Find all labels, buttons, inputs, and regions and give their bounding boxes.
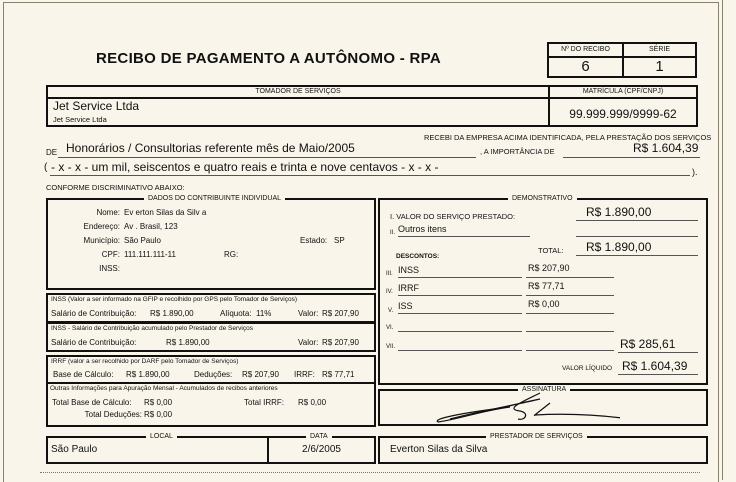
discount-value-irrf: R$ 77,71 [528, 281, 565, 291]
cut-line [40, 472, 700, 473]
assinatura-legend: ASSINATURA [518, 385, 570, 395]
tomador-label: TOMADOR DE SERVIÇOS [255, 88, 341, 95]
total-label: TOTAL: [538, 246, 564, 255]
series-number: 1 [655, 58, 664, 75]
receipt-number-box [547, 42, 697, 78]
inss-acum-heading: INSS - Salário de Contribuição acumulado pelo Prestador de Serviços [51, 325, 253, 332]
nome-value: Ev erton Silas da Silv a [124, 208, 207, 217]
outras-informacoes-section [46, 382, 376, 427]
de-label: DE [46, 148, 58, 157]
receipt-number: 6 [549, 58, 624, 76]
discount-number-iv: IV. [386, 289, 393, 295]
discount-value-inss: R$ 207,90 [528, 263, 570, 273]
total-deducoes-value: R$ 0,00 [144, 410, 173, 419]
received-statement: RECEBI DA EMPRESA ACIMA IDENTIFICADA, PELA PRESTAÇÃO DOS SERVIÇOS [424, 133, 712, 142]
discount-label-inss: INSS [398, 265, 420, 275]
discount-number-v: V. [388, 308, 394, 314]
inss-acumulado-section [46, 322, 376, 352]
contribuinte-legend: DADOS DO CONTRIBUINTE INDIVIDUAL [144, 194, 285, 204]
irrf-value: R$ 77,71 [322, 370, 355, 379]
total-descontos-value: R$ 285,61 [620, 337, 676, 351]
irrf-heading: IRRF (valor a ser recolhido por DARF pelo Tomador de Serviços) [51, 358, 239, 365]
estado-value: SP [334, 236, 345, 245]
endereco-value: Av . Brasil, 123 [124, 222, 178, 231]
discount-number-vi: VI. [386, 325, 394, 331]
local-value: São Paulo [51, 444, 98, 455]
inss-label: INSS: [99, 264, 120, 273]
data-value: 2/6/2005 [302, 444, 341, 455]
matricula-label: MATRÍCULA (CPF/CNPJ) [582, 88, 664, 95]
amount-value: R$ 1.604,39 [633, 141, 699, 155]
discount-label-irrf: IRRF [398, 283, 419, 293]
local-legend: LOCAL [146, 432, 177, 442]
total-irrf-label: Total IRRF: [244, 398, 285, 407]
matricula-value: 99.999.999/9999-62 [569, 107, 677, 121]
demonstrativo-legend: DEMONSTRATIVO [508, 194, 577, 204]
irrf-base-value: R$ 1.890,00 [126, 370, 170, 379]
valor-liquido-value: R$ 1.604,39 [622, 359, 688, 373]
inss-salario-label: Salário de Contribuição: [51, 309, 137, 318]
inss-section [46, 293, 376, 323]
valor-servico-value: R$ 1.890,00 [586, 205, 652, 219]
aliquota-label: Alíquota: [220, 309, 252, 318]
series-label: SÉRIE [648, 46, 670, 53]
estado-label: Estado: [300, 236, 328, 245]
local-data-section [46, 433, 376, 464]
descontos-label: DESCONTOS: [396, 253, 440, 260]
data-legend: DATA [306, 432, 332, 442]
outros-itens-label: Outros itens [398, 224, 447, 234]
total-base-label: Total Base de Cálculo: [52, 398, 132, 407]
municipio-value: São Paulo [124, 236, 161, 245]
tomador-box [46, 85, 698, 127]
inss-acum-valor-value: R$ 207,90 [322, 338, 359, 347]
valor-liquido-label: VALOR LÍQUIDO [562, 365, 613, 372]
document-title: RECIBO DE PAGAMENTO A AUTÔNOMO - RPA [96, 50, 441, 67]
inss-acum-valor-label: Valor: [298, 338, 319, 347]
total-value: R$ 1.890,00 [586, 240, 652, 254]
service-description: Honorários / Consultorias referente mês de Maio/2005 [66, 141, 355, 155]
close-paren: ). [692, 167, 698, 177]
tomador-name: Jet Service Ltda [53, 99, 140, 113]
importancia-label: , A IMPORTÂNCIA DE [480, 147, 555, 156]
prestador-section [378, 433, 708, 464]
conforme-label: CONFORME DISCRIMINATIVO ABAIXO: [46, 183, 185, 192]
signature-icon [420, 391, 620, 426]
page-edge [722, 0, 736, 480]
cpf-label: CPF: [101, 250, 120, 259]
irrf-base-label: Base de Cálculo: [53, 370, 114, 379]
inss-salario-value: R$ 1.890,00 [150, 309, 194, 318]
item-ii-number: II. [390, 230, 396, 236]
inss-acum-salario-value: R$ 1.890,00 [166, 338, 210, 347]
discount-number-iii: III. [386, 271, 393, 277]
prestador-legend: PRESTADOR DE SERVIÇOS [486, 432, 587, 442]
inss-valor-label: Valor: [298, 309, 319, 318]
rg-label: RG: [224, 250, 239, 259]
receipt-number-label: Nº DO RECIBO [561, 46, 610, 53]
discount-number-vii: VII. [386, 344, 396, 350]
cpf-value: 111.111.111-11 [124, 250, 176, 259]
total-base-value: R$ 0,00 [144, 398, 173, 407]
irrf-section [46, 355, 376, 384]
inss-valor-value: R$ 207,90 [322, 309, 359, 318]
contribuinte-section [46, 195, 376, 290]
prestador-value: Everton Silas da Silva [390, 444, 488, 455]
amount-in-words: - x - x - um mil, seiscentos e quatro reais e trinta e nove centavos - x - x - [51, 160, 439, 174]
demonstrativo-section [378, 195, 708, 385]
tomador-name-small: Jet Service Ltda [53, 115, 107, 124]
irrf-deducoes-value: R$ 207,90 [242, 370, 279, 379]
nome-label: Nome: [96, 208, 120, 217]
assinatura-section [378, 386, 708, 426]
municipio-label: Município: [83, 236, 120, 245]
total-deducoes-label: Total Deduções: [84, 410, 142, 419]
aliquota-value: 11% [256, 309, 272, 318]
total-irrf-value: R$ 0,00 [298, 398, 327, 407]
irrf-label: IRRF: [294, 370, 315, 379]
valor-servico-label: I. VALOR DO SERVIÇO PRESTADO: [390, 212, 516, 221]
endereco-label: Endereço: [83, 222, 120, 231]
inss-heading: INSS (Valor a ser informado na GFIP e recolhido por GPS pelo Tomador de Serviços) [51, 296, 298, 303]
open-paren: ( [44, 162, 48, 173]
discount-label-iss: ISS [398, 301, 413, 311]
inss-acum-salario-label: Salário de Contribuição: [51, 338, 137, 347]
discount-value-iss: R$ 0,00 [528, 299, 560, 309]
outras-heading: Outras Informações para Apuração Mensal - Acumulados de recibos anteriores [50, 385, 278, 392]
irrf-deducoes-label: Deduções: [194, 370, 233, 379]
